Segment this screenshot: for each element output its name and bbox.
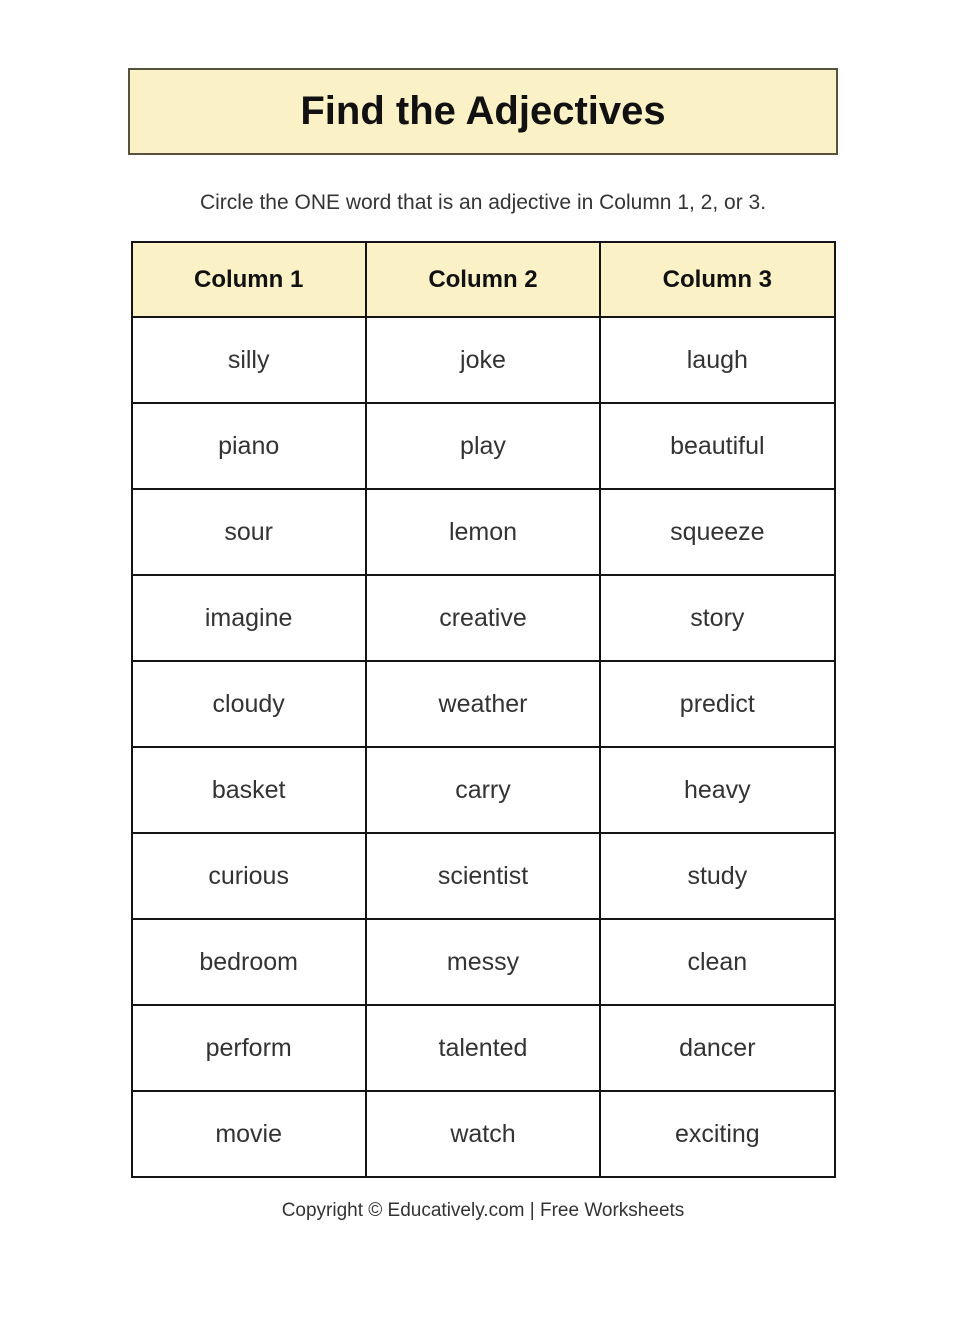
word-cell[interactable]: piano (132, 403, 366, 489)
instruction-text: Circle the ONE word that is an adjective in Column 1, 2, or 3. (199, 191, 767, 214)
word-cell[interactable]: scientist (366, 833, 600, 919)
table-row (132, 403, 835, 489)
table-row (132, 1005, 835, 1091)
word-cell[interactable]: squeeze (600, 489, 834, 575)
word-cell[interactable]: dancer (600, 1005, 834, 1091)
worksheet-title-box (128, 68, 838, 155)
word-cell[interactable]: imagine (132, 575, 366, 661)
word-cell[interactable]: curious (132, 833, 366, 919)
word-cell[interactable]: heavy (600, 747, 834, 833)
word-cell[interactable]: messy (366, 919, 600, 1005)
table-row (132, 661, 835, 747)
word-cell[interactable]: talented (366, 1005, 600, 1091)
word-cell[interactable]: sour (132, 489, 366, 575)
word-cell[interactable]: watch (366, 1091, 600, 1177)
word-cell[interactable]: predict (600, 661, 834, 747)
word-cell[interactable]: basket (132, 747, 366, 833)
word-cell[interactable]: silly (132, 317, 366, 403)
table-row (132, 1091, 835, 1177)
table-row (132, 489, 835, 575)
copyright-footer: Copyright © Educatively.com | Free Worksheets (281, 1200, 685, 1221)
table-row (132, 575, 835, 661)
word-cell[interactable]: cloudy (132, 661, 366, 747)
page-title: Find the Adjectives (300, 89, 666, 133)
word-cell[interactable]: bedroom (132, 919, 366, 1005)
word-cell[interactable]: clean (600, 919, 834, 1005)
word-cell[interactable]: movie (132, 1091, 366, 1177)
word-cell[interactable]: creative (366, 575, 600, 661)
word-cell[interactable]: lemon (366, 489, 600, 575)
column-header-1: Column 1 (132, 242, 366, 317)
word-cell[interactable]: joke (366, 317, 600, 403)
word-cell[interactable]: study (600, 833, 834, 919)
table-row (132, 747, 835, 833)
header-row (132, 242, 835, 317)
column-header-3: Column 3 (600, 242, 834, 317)
word-cell[interactable]: carry (366, 747, 600, 833)
table-row (132, 317, 835, 403)
word-cell[interactable]: beautiful (600, 403, 834, 489)
word-cell[interactable]: story (600, 575, 834, 661)
word-cell[interactable]: laugh (600, 317, 834, 403)
word-table (131, 241, 836, 1178)
word-cell[interactable]: perform (132, 1005, 366, 1091)
word-cell[interactable]: weather (366, 661, 600, 747)
table-row (132, 833, 835, 919)
table-row (132, 919, 835, 1005)
word-cell[interactable]: play (366, 403, 600, 489)
column-header-2: Column 2 (366, 242, 600, 317)
word-cell[interactable]: exciting (600, 1091, 834, 1177)
